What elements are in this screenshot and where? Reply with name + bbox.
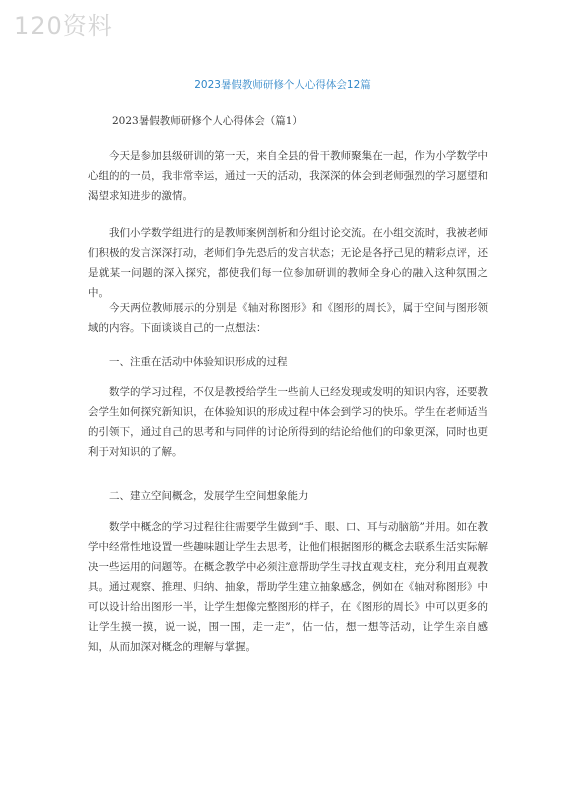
document-title[interactable]: 2023暑假教师研修个人心得体会12篇 xyxy=(194,79,371,91)
watermark-logo: 120资料 xyxy=(14,12,113,40)
heading-2: 二、建立空间概念，发展学生空间想象能力 xyxy=(109,490,309,502)
heading-1: 一、注重在活动中体验知识形成的过程 xyxy=(109,356,288,368)
paragraph-1: 今天是参加县级研训的第一天，来自全县的骨干教师聚集在一起，作为小学数学中心组的的一员，我非常幸运，通过一天的活动，我深深的体会到老师强烈的学习愿望和渴望求知进步的激情。 xyxy=(88,150,488,202)
paragraph-2: 我们小学数学组进行的是教师案例剖析和分组讨论交流。在小组交流时，我被老师们积极的发言深深打动，老师们争先恐后的发言状态；无论是各抒己见的精彩点评，还是就某一问题的深入探究，都使我们每一位参加研训的教师全身心的融入这种氛围之中。 xyxy=(88,227,488,299)
paragraph-5: 数学中概念的学习过程往往需要学生做到“手、眼、口、耳与动脑筋”并用。如在教学中经常性地设置一些趣味题让学生去思考，让他们根据图形的概念去联系生活实际解决一些运用的问题等。在概念教学中必须注意帮助学生寻找直观支柱，充分利用直观教具。通过观察、推理、归纳、抽象，帮助学生建立抽象感念，例如在《轴对称图形》中可以设计给出图形一半，让学生想像完整图形的样子，在《图形的周长》中可以更多的让学生摸一摸，说一说，围一围，走一走”，估一估，想一想等活动，让学生亲自感知，从而加深对概念的理解与掌握。 xyxy=(88,521,488,653)
section-subtitle: 2023暑假教师研修个人心得体会（篇1） xyxy=(112,115,303,127)
paragraph-3: 今天两位教师展示的分别是《轴对称图形》和《图形的周长》，属于空间与图形领域的内容。下面谈谈自己的一点想法： xyxy=(88,302,488,334)
paragraph-4: 数学的学习过程，不仅是教授给学生一些前人已经发现或发明的知识内容，还要教会学生如何探究新知识，在体验知识的形成过程中体会到学习的快乐。学生在老师适当的引领下，通过自己的思考和与同伴的讨论所得到的结论给他们的印象更深，同时也更利于对知识的了解。 xyxy=(88,386,488,458)
